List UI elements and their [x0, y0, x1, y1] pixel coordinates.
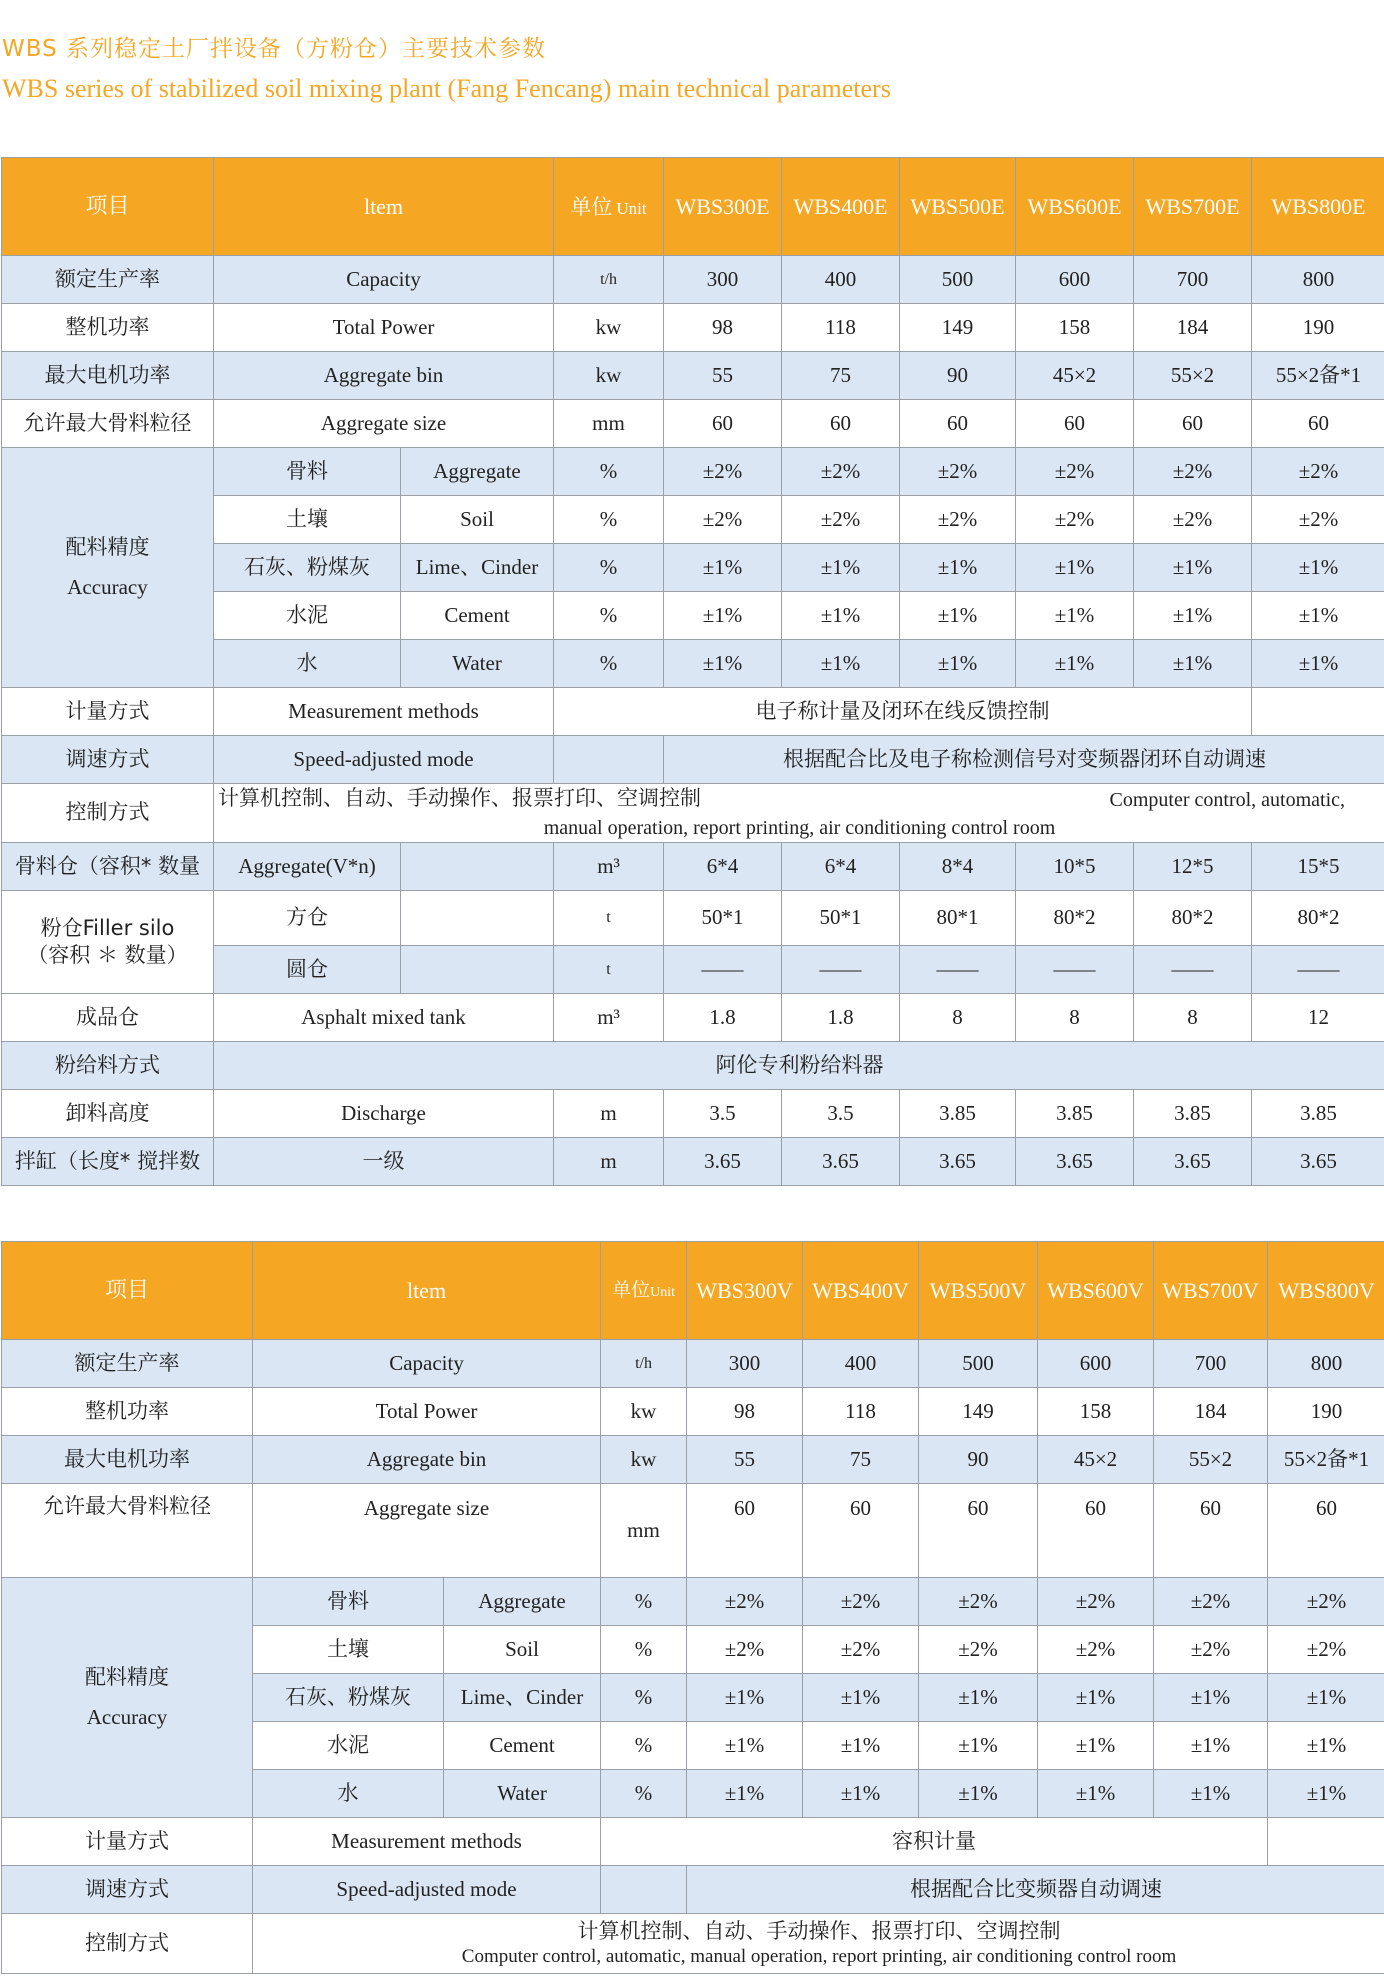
value-cell: —— — [1016, 946, 1134, 994]
total-power-row — [2, 1388, 1384, 1436]
value-cell: 3.65 — [1016, 1138, 1134, 1186]
page-title-cn: WBS 系列稳定土厂拌设备（方粉仓）主要技术参数 — [2, 36, 547, 62]
value-cell: ±1% — [687, 1770, 803, 1818]
filler-label — [2, 891, 214, 994]
value-cell: 60 — [1038, 1484, 1154, 1578]
value-cell: 60 — [900, 400, 1016, 448]
value-cell: 60 — [664, 400, 782, 448]
unit-cell: % — [601, 1770, 687, 1818]
accuracy-label-cn: 配料精度 — [65, 534, 150, 559]
value-cell: 158 — [1038, 1388, 1154, 1436]
sub-label-cn: 方仓 — [214, 891, 401, 946]
header-model: WBS700E — [1134, 158, 1252, 256]
agg-size-row — [2, 400, 1384, 448]
value-cell: 600 — [1038, 1340, 1154, 1388]
value-cell: ±1% — [919, 1722, 1038, 1770]
value-cell: 800 — [1252, 256, 1384, 304]
value-cell: 1.8 — [782, 994, 900, 1042]
value-cell: 118 — [782, 304, 900, 352]
header-model: WBS400E — [782, 158, 900, 256]
value-cell: 60 — [1154, 1484, 1268, 1578]
value-cell: ±1% — [664, 640, 782, 688]
value-cell: ±2% — [1038, 1578, 1154, 1626]
capacity-row — [2, 256, 1384, 304]
header-model: WBS300E — [664, 158, 782, 256]
value-cell: 80*2 — [1252, 891, 1384, 946]
value-cell: 3.65 — [900, 1138, 1016, 1186]
value-cell: 60 — [803, 1484, 919, 1578]
row-label-en: Aggregate size — [214, 400, 554, 448]
value-cell: ±1% — [1016, 592, 1134, 640]
row-label-en: Aggregate bin — [253, 1436, 601, 1484]
row-label-en: Speed-adjusted mode — [214, 736, 554, 784]
sub-label-cn: 石灰、粉煤灰 — [253, 1674, 444, 1722]
value-cell: 3.65 — [1252, 1138, 1384, 1186]
value-cell: ±2% — [803, 1578, 919, 1626]
value-cell: ±2% — [900, 496, 1016, 544]
value-cell: ±1% — [1252, 640, 1384, 688]
unit-cell: m³ — [554, 843, 664, 891]
table-header-row — [2, 158, 1384, 256]
accuracy-label-cn: 配料精度 — [85, 1664, 169, 1689]
value-cell: 3.65 — [1134, 1138, 1252, 1186]
header-model: WBS600E — [1016, 158, 1134, 256]
value-cell: ±1% — [1038, 1722, 1154, 1770]
value-cell: ±2% — [1154, 1578, 1268, 1626]
value-cell: ±1% — [803, 1770, 919, 1818]
value-cell: ±2% — [664, 448, 782, 496]
sub-label-cn: 骨料 — [253, 1578, 444, 1626]
unit-cell: % — [554, 640, 664, 688]
empty-cell — [601, 1866, 687, 1914]
accuracy-row — [2, 1578, 1384, 1626]
value-cell: 600 — [1016, 256, 1134, 304]
value-cell: ±1% — [1252, 544, 1384, 592]
header-model: WBS300V — [687, 1242, 803, 1340]
value-cell: ±2% — [1134, 496, 1252, 544]
value-cell: 3.65 — [664, 1138, 782, 1186]
value-cell: ±1% — [1154, 1770, 1268, 1818]
value-cell: 98 — [664, 304, 782, 352]
value-cell: ±1% — [919, 1674, 1038, 1722]
sub-label-cn: 圆仓 — [214, 946, 401, 994]
value-cell: 118 — [803, 1388, 919, 1436]
row-label-en: Measurement methods — [253, 1818, 601, 1866]
product-row — [2, 994, 1384, 1042]
value-cell: ±1% — [1268, 1674, 1384, 1722]
value-cell: ±2% — [1268, 1578, 1384, 1626]
value-cell: —— — [782, 946, 900, 994]
value-cell: ±2% — [919, 1626, 1038, 1674]
value-cell: 3.85 — [900, 1090, 1016, 1138]
row-label-cn: 计量方式 — [2, 688, 214, 736]
control-line-en: Computer control, automatic, manual operation, report printing, air conditioning control room — [461, 1945, 1177, 1967]
value-cell: 60 — [1268, 1484, 1384, 1578]
value-cell: ±2% — [1154, 1626, 1268, 1674]
row-label-en: Capacity — [214, 256, 554, 304]
value-cell: ±2% — [1016, 448, 1134, 496]
value-cell: 50*1 — [782, 891, 900, 946]
value-cell: 700 — [1134, 256, 1252, 304]
value-cell: ±1% — [803, 1674, 919, 1722]
header-model: WBS600V — [1038, 1242, 1154, 1340]
header-item-cn: 项目 — [2, 1242, 253, 1340]
powder-row — [2, 1042, 1384, 1090]
sub-label-en: Lime、Cinder — [401, 544, 554, 592]
control-value — [253, 1914, 1384, 1974]
spec-table-e — [1, 157, 1384, 1186]
value-cell: 12 — [1252, 994, 1384, 1042]
value-cell: 3.85 — [1252, 1090, 1384, 1138]
header-model: WBS400V — [803, 1242, 919, 1340]
control-line-cn: 计算机控制、自动、手动操作、报票打印、空调控制 — [218, 786, 701, 810]
agg-size-row — [2, 1484, 1384, 1578]
sub-label-en: Water — [444, 1770, 601, 1818]
value-cell: ±1% — [803, 1722, 919, 1770]
value-cell: 55 — [664, 352, 782, 400]
value-cell: 190 — [1268, 1388, 1384, 1436]
value-cell: ±1% — [664, 592, 782, 640]
row-label-en: Total Power — [214, 304, 554, 352]
powder-value: 阿伦专利粉给料器 — [214, 1042, 1384, 1090]
unit-cell: kw — [554, 304, 664, 352]
unit-cell: t/h — [601, 1340, 687, 1388]
value-cell: 149 — [919, 1388, 1038, 1436]
row-label-en: Discharge — [214, 1090, 554, 1138]
unit-cell: kw — [601, 1388, 687, 1436]
value-cell: 10*5 — [1016, 843, 1134, 891]
unit-cell: t/h — [554, 256, 664, 304]
value-cell: ±1% — [1134, 544, 1252, 592]
sub-label-en: Soil — [401, 496, 554, 544]
filler-label-2: （容积 ＊ 数量） — [27, 943, 188, 967]
value-cell: ±2% — [664, 496, 782, 544]
value-cell: 6*4 — [782, 843, 900, 891]
value-cell: ±2% — [1134, 448, 1252, 496]
value-cell: —— — [664, 946, 782, 994]
value-cell: ±1% — [900, 544, 1016, 592]
value-cell: ±2% — [1268, 1626, 1384, 1674]
empty-cell — [1252, 688, 1384, 736]
header-model: WBS500V — [919, 1242, 1038, 1340]
measurement-value: 电子称计量及闭环在线反馈控制 — [554, 688, 1252, 736]
value-cell: 149 — [900, 304, 1016, 352]
value-cell: 55×2 — [1154, 1436, 1268, 1484]
value-cell: ±1% — [1038, 1674, 1154, 1722]
value-cell: 90 — [900, 352, 1016, 400]
value-cell: 6*4 — [664, 843, 782, 891]
value-cell: ±2% — [687, 1578, 803, 1626]
control-line-en: Computer control, automatic, — [1109, 789, 1346, 811]
value-cell: 184 — [1154, 1388, 1268, 1436]
speed-value: 根据配合比变频器自动调速 — [687, 1866, 1384, 1914]
value-cell: ±1% — [1252, 592, 1384, 640]
header-item-cn: 项目 — [2, 158, 214, 256]
row-label-en: Capacity — [253, 1340, 601, 1388]
value-cell: ±2% — [1016, 496, 1134, 544]
value-cell: 98 — [687, 1388, 803, 1436]
value-cell: ±1% — [1154, 1722, 1268, 1770]
value-cell: ±1% — [687, 1674, 803, 1722]
header-item-en: ltem — [253, 1242, 601, 1340]
sub-label-cn: 骨料 — [214, 448, 401, 496]
sub-label-cn: 水 — [253, 1770, 444, 1818]
value-cell: ±1% — [782, 592, 900, 640]
value-cell: 500 — [919, 1340, 1038, 1388]
value-cell: 300 — [687, 1340, 803, 1388]
spec-table-v — [1, 1241, 1384, 1974]
value-cell: 60 — [1252, 400, 1384, 448]
value-cell: 80*1 — [900, 891, 1016, 946]
sub-label-en: Water — [401, 640, 554, 688]
accuracy-row — [2, 448, 1384, 496]
row-label-cn: 允许最大骨料粒径 — [2, 400, 214, 448]
value-cell: 700 — [1154, 1340, 1268, 1388]
sub-label-en: Cement — [401, 592, 554, 640]
value-cell: 8 — [1134, 994, 1252, 1042]
unit-cell: t — [554, 946, 664, 994]
value-cell: 3.5 — [782, 1090, 900, 1138]
speed-row — [2, 736, 1384, 784]
speed-row — [2, 1866, 1384, 1914]
value-cell: ±1% — [782, 544, 900, 592]
row-label-en: Measurement methods — [214, 688, 554, 736]
value-cell: 3.85 — [1134, 1090, 1252, 1138]
accuracy-label-en: Accuracy — [86, 1704, 168, 1729]
value-cell: ±2% — [919, 1578, 1038, 1626]
row-label-cn: 调速方式 — [2, 1866, 253, 1914]
value-cell: ±2% — [687, 1626, 803, 1674]
sub-label-en: Aggregate — [444, 1578, 601, 1626]
header-model: WBS500E — [900, 158, 1016, 256]
sub-label-cn: 水 — [214, 640, 401, 688]
page-title-en: WBS series of stabilized soil mixing plant (Fang Fencang) main technical parameters — [2, 74, 891, 103]
unit-cell: m³ — [554, 994, 664, 1042]
row-label-cn: 整机功率 — [2, 304, 214, 352]
value-cell: ±2% — [900, 448, 1016, 496]
unit-cell: % — [554, 544, 664, 592]
empty-cell — [554, 736, 664, 784]
sub-label-en: Soil — [444, 1626, 601, 1674]
row-label-cn: 控制方式 — [2, 784, 214, 843]
sub-label-en: Lime、Cinder — [444, 1674, 601, 1722]
speed-value: 根据配合比及电子称检测信号对变频器闭环自动调速 — [664, 736, 1384, 784]
value-cell: 80*2 — [1016, 891, 1134, 946]
unit-cell: % — [601, 1626, 687, 1674]
value-cell: 800 — [1268, 1340, 1384, 1388]
unit-cell: % — [554, 448, 664, 496]
row-label-cn: 最大电机功率 — [2, 1436, 253, 1484]
unit-cell: mm — [554, 400, 664, 448]
capacity-row — [2, 1340, 1384, 1388]
row-label-en: Aggregate(V*n) — [214, 843, 401, 891]
unit-cell: % — [554, 592, 664, 640]
unit-cell: % — [601, 1722, 687, 1770]
empty-cell — [1268, 1818, 1384, 1866]
sub-label-cn: 土壤 — [253, 1626, 444, 1674]
unit-cell: kw — [601, 1436, 687, 1484]
value-cell: 60 — [1134, 400, 1252, 448]
row-label-en: Speed-adjusted mode — [253, 1866, 601, 1914]
value-cell: ±1% — [1038, 1770, 1154, 1818]
value-cell: ±1% — [919, 1770, 1038, 1818]
header-model: WBS800E — [1252, 158, 1384, 256]
unit-cell: % — [601, 1578, 687, 1626]
row-label-cn: 粉给料方式 — [2, 1042, 214, 1090]
empty-cell — [401, 891, 554, 946]
value-cell: ±1% — [1268, 1770, 1384, 1818]
value-cell: ±2% — [782, 448, 900, 496]
empty-cell — [401, 946, 554, 994]
measurement-row — [2, 1818, 1384, 1866]
row-label-en: Total Power — [253, 1388, 601, 1436]
row-label-cn: 拌缸（长度* 搅拌数 — [2, 1138, 214, 1186]
value-cell: 8 — [900, 994, 1016, 1042]
sub-label-en: Aggregate — [401, 448, 554, 496]
row-label-en: Aggregate bin — [214, 352, 554, 400]
value-cell: 60 — [919, 1484, 1038, 1578]
value-cell: 15*5 — [1252, 843, 1384, 891]
value-cell: 45×2 — [1016, 352, 1134, 400]
value-cell: 60 — [687, 1484, 803, 1578]
value-cell: 55×2备*1 — [1252, 352, 1384, 400]
control-line-cn: 计算机控制、自动、手动操作、报票打印、空调控制 — [577, 1918, 1061, 1943]
unit-cell: % — [554, 496, 664, 544]
value-cell: 75 — [803, 1436, 919, 1484]
value-cell: —— — [1134, 946, 1252, 994]
row-label-cn: 计量方式 — [2, 1818, 253, 1866]
value-cell: 50*1 — [664, 891, 782, 946]
unit-cell: m — [554, 1138, 664, 1186]
sub-label-cn: 水泥 — [214, 592, 401, 640]
value-cell: —— — [900, 946, 1016, 994]
row-label-cn: 骨料仓（容积* 数量 — [2, 843, 214, 891]
value-cell: ±2% — [1038, 1626, 1154, 1674]
value-cell: ±2% — [1252, 496, 1384, 544]
value-cell: 500 — [900, 256, 1016, 304]
value-cell: ±2% — [1252, 448, 1384, 496]
value-cell: ±1% — [1134, 592, 1252, 640]
value-cell: 8*4 — [900, 843, 1016, 891]
row-label-cn: 额定生产率 — [2, 256, 214, 304]
row-label-cn: 调速方式 — [2, 736, 214, 784]
value-cell: 8 — [1016, 994, 1134, 1042]
value-cell: 60 — [782, 400, 900, 448]
value-cell: 60 — [1016, 400, 1134, 448]
value-cell: ±1% — [687, 1722, 803, 1770]
row-label-cn: 额定生产率 — [2, 1340, 253, 1388]
value-cell: ±1% — [900, 592, 1016, 640]
discharge-row — [2, 1090, 1384, 1138]
header-model: WBS700V — [1154, 1242, 1268, 1340]
value-cell: 1.8 — [664, 994, 782, 1042]
value-cell: ±1% — [1016, 544, 1134, 592]
value-cell: 55 — [687, 1436, 803, 1484]
value-cell: 190 — [1252, 304, 1384, 352]
control-value — [214, 784, 1384, 843]
max-motor-row — [2, 1436, 1384, 1484]
unit-cell: % — [601, 1674, 687, 1722]
sub-label-en: Cement — [444, 1722, 601, 1770]
header-unit: 单位Unit — [601, 1242, 687, 1340]
value-cell: ±1% — [664, 544, 782, 592]
accuracy-label — [2, 1578, 253, 1818]
row-label-cn: 成品仓 — [2, 994, 214, 1042]
measurement-row — [2, 688, 1384, 736]
row-label-cn: 卸料高度 — [2, 1090, 214, 1138]
value-cell: ±1% — [1016, 640, 1134, 688]
unit-cell: kw — [554, 352, 664, 400]
value-cell: 300 — [664, 256, 782, 304]
row-label-en: 一级 — [214, 1138, 554, 1186]
filler-square-row — [2, 891, 1384, 946]
total-power-row — [2, 304, 1384, 352]
value-cell: 400 — [782, 256, 900, 304]
row-label-cn: 控制方式 — [2, 1914, 253, 1974]
value-cell: 158 — [1016, 304, 1134, 352]
row-label-en: Aggregate size — [253, 1484, 601, 1578]
value-cell: 90 — [919, 1436, 1038, 1484]
header-item-en: ltem — [214, 158, 554, 256]
header-unit: 单位 Unit — [554, 158, 664, 256]
value-cell: 55×2备*1 — [1268, 1436, 1384, 1484]
max-motor-row — [2, 352, 1384, 400]
value-cell: 184 — [1134, 304, 1252, 352]
control-row — [2, 784, 1384, 843]
sub-label-cn: 石灰、粉煤灰 — [214, 544, 401, 592]
value-cell: ±1% — [782, 640, 900, 688]
accuracy-label-en: Accuracy — [67, 574, 148, 599]
value-cell: ±1% — [900, 640, 1016, 688]
value-cell: 12*5 — [1134, 843, 1252, 891]
mixer-row — [2, 1138, 1384, 1186]
value-cell: 55×2 — [1134, 352, 1252, 400]
value-cell: 75 — [782, 352, 900, 400]
header-model: WBS800V — [1268, 1242, 1384, 1340]
row-label-cn: 允许最大骨料粒径 — [2, 1484, 253, 1578]
row-label-cn: 整机功率 — [2, 1388, 253, 1436]
unit-cell: t — [554, 891, 664, 946]
unit-cell: m — [554, 1090, 664, 1138]
row-label-en: Asphalt mixed tank — [214, 994, 554, 1042]
unit-cell: mm — [601, 1484, 687, 1578]
value-cell: 45×2 — [1038, 1436, 1154, 1484]
sub-label-cn: 水泥 — [253, 1722, 444, 1770]
value-cell: ±1% — [1154, 1674, 1268, 1722]
empty-cell — [401, 843, 554, 891]
value-cell: 3.5 — [664, 1090, 782, 1138]
value-cell: 3.65 — [782, 1138, 900, 1186]
value-cell: —— — [1252, 946, 1384, 994]
value-cell: 80*2 — [1134, 891, 1252, 946]
accuracy-label — [2, 448, 214, 688]
agg-bin-row — [2, 843, 1384, 891]
value-cell: ±2% — [782, 496, 900, 544]
measurement-value: 容积计量 — [601, 1818, 1268, 1866]
control-line-en-2: manual operation, report printing, air conditioning control room — [543, 817, 1056, 839]
sub-label-cn: 土壤 — [214, 496, 401, 544]
value-cell: 3.85 — [1016, 1090, 1134, 1138]
value-cell: 400 — [803, 1340, 919, 1388]
value-cell: ±2% — [803, 1626, 919, 1674]
filler-label-1: 粉仓Filler silo — [40, 915, 175, 940]
control-row — [2, 1914, 1384, 1974]
row-label-cn: 最大电机功率 — [2, 352, 214, 400]
value-cell: ±1% — [1134, 640, 1252, 688]
value-cell: ±1% — [1268, 1722, 1384, 1770]
table-header-row — [2, 1242, 1384, 1340]
